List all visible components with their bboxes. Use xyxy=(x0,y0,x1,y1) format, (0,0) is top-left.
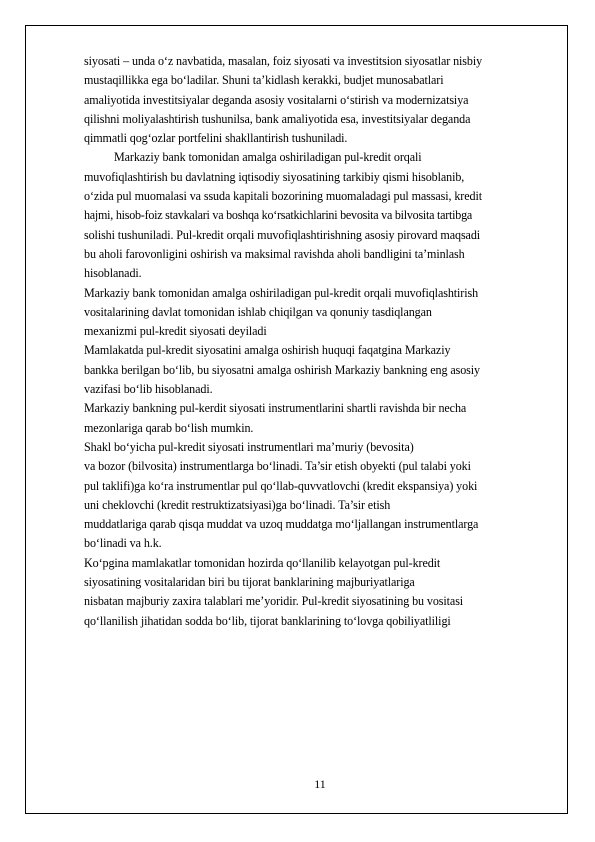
text-line: muvofiqlashtirish bu davlatning iqtisodiy siyosatining tarkibiy qismi hisoblanib, xyxy=(84,169,465,184)
text-line: uni cheklovchi (kredit restruktizatsiyasi)ga bo‘linadi. Ta’sir etish xyxy=(84,497,391,512)
text-line: muddatlariga qarab qisqa muddat va uzoq muddatga mo‘ljallangan instrumentlarga xyxy=(84,517,479,532)
text-line: Markaziy bankning pul-kerdit siyosati instrumentlarini shartli ravishda bir necha xyxy=(84,401,467,416)
text-line: siyosati – unda o‘z navbatida, masalan, foiz siyosati va investitsion siyosatlar nisbiy xyxy=(84,54,483,68)
text-line: mustaqillikka ega bo‘ladilar. Shuni ta’kidlash kerakki, budjet munosabatlari xyxy=(84,73,444,88)
text-line: nisbatan majburiy zaxira talablari me’yoridir. Pul-kredit siyosatining bu vositasi xyxy=(84,594,464,609)
text-line: bu aholi farovonligini oshirish va maksimal ravishda aholi bandligini ta’minlash xyxy=(84,246,465,261)
text-line: hajmi, hisob-foiz stavkalari va boshqa ko‘rsatkichlarini bevosita va bilvosita tartibga xyxy=(84,208,472,223)
document-body xyxy=(84,52,564,631)
text-line: Mamlakatda pul-kredit siyosatini amalga oshirish huquqi faqatgina Markaziy xyxy=(84,343,451,358)
text-line: Shakl bo‘yicha pul-kredit siyosati instrumentlari ma’muriy (bevosita) xyxy=(84,439,414,454)
page-number: 11 xyxy=(314,777,326,791)
text-line: bo‘linadi va h.k. xyxy=(84,536,162,551)
text-line: Markaziy bank tomonidan amalga oshiriladigan pul-kredit orqali muvofiqlashtirish xyxy=(84,285,479,300)
text-line: amaliyotida investitsiyalar deganda asosiy vositalarni o‘stirish va modernizatsiya xyxy=(84,92,469,107)
text-line: qimmatli qog‘ozlar portfelini shakllantirish tushuniladi. xyxy=(84,131,348,146)
text-line: mezonlariga qarab bo‘lish mumkin. xyxy=(84,420,254,435)
text-line: mexanizmi pul-kredit siyosati deyiladi xyxy=(84,324,267,339)
text-line: Ko‘pgina mamlakatlar tomonidan hozirda qo‘llanilib kelayotgan pul-kredit xyxy=(84,555,441,570)
text-line: hisoblanadi. xyxy=(84,266,142,281)
text-line: pul taklifi)ga ko‘ra instrumentlar pul qo‘llab-quvvatlovchi (kredit ekspansiya) yoki xyxy=(84,478,478,493)
text-line: o‘zida pul muomalasi va ssuda kapitali bozorining muomaladagi pul massasi, kredit xyxy=(84,189,482,204)
text-line: qilishni moliyalashtirish tushunilsa, bank amaliyotida esa, investitsiyalar deganda xyxy=(84,111,471,126)
text-line: bankka berilgan bo‘lib, bu siyosatni amalga oshirish Markaziy bankning eng asosiy xyxy=(84,362,480,377)
text-line: qo‘llanilish jihatidan sodda bo‘lib, tijorat banklarining to‘lovga qobiliyatliligi xyxy=(84,613,451,628)
text-line: Markaziy bank tomonidan amalga oshiriladigan pul-kredit orqali xyxy=(114,150,422,165)
text-line: vositalarining davlat tomonidan ishlab chiqilgan va qonuniy tasdiqlangan xyxy=(84,304,432,319)
text-line: solishi tushuniladi. Pul-kredit orqali muvofiqlashtirishning asosiy pirovard maqsadi xyxy=(84,227,481,242)
text-line: siyosatining vositalaridan biri bu tijorat banklarining majburiyatlariga xyxy=(84,575,415,590)
text-line: va bozor (bilvosita) instrumentlarga bo‘linadi. Ta’sir etish obyekti (pul talabi yoki xyxy=(84,459,471,474)
text-line: vazifasi bo‘lib hisoblanadi. xyxy=(84,382,213,397)
